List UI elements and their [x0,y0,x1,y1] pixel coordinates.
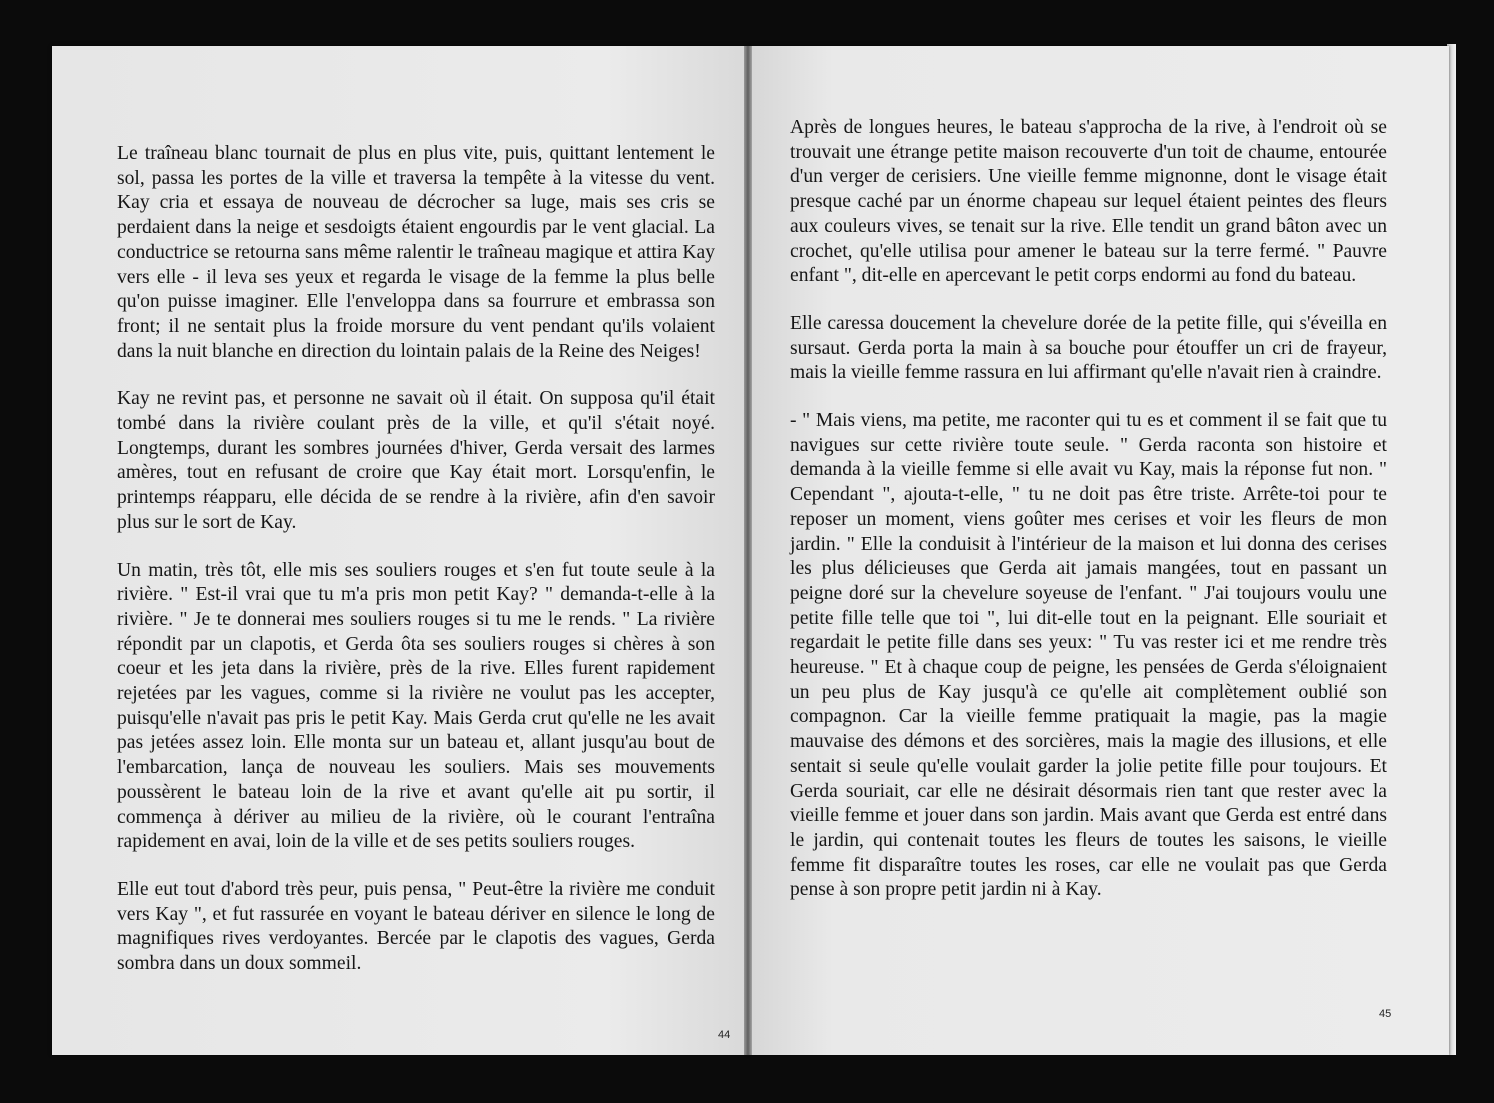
paragraph: Kay ne revint pas, et personne ne savait où il était. On supposa qu'il était tombé dans la rivière coulant près de la ville, et qu'il s'était noyé. Longtemps, durant les sombres journées d'hiver, Gerda versait des larmes amères, tout en refusant de croire que Kay était mort. Lorsqu'enfin, le printemps réapparu, elle décida de se rendre à la rivière, afin d'en savoir plus sur le sort de Kay. [117,388,715,533]
left-page-text [117,142,715,1000]
page-number: 44 [718,1029,731,1041]
right-page-text [790,116,1387,926]
paragraph: - " Mais viens, ma petite, me raconter qui tu es et comment il se fait que tu navigues sur cette rivière toute seule. " Gerda raconta son histoire et demanda à la vieille femme si elle avait vu Kay, mais la réponse fut non. " Cependant ", ajouta-t-elle, " tu ne doit pas être triste. Arrête-toi pour te reposer un moment, viens goûter mes cerises et voir les fleurs de mon jardin. " Elle la conduisit à l'intérieur de la maison et lui donna des cerises les plus délicieuses que Gerda ait jamais mangées, tout en passant un peigne doré sur la chevelure soyeuse de l'enfant. " J'ai toujours voulu une petite fille telle que toi ", lui dit-elle tout en la peignant. Elle souriait et regardait le petite fille dans ses yeux: " Tu vas rester ici et me rendre très heureuse. " Et à chaque coup de peigne, les pensées de Gerda s'éloignaient un peu plus de Kay jusqu'à ce qu'elle ait complètement oublié son compagnon. Car la vieille femme pratiquait la magie, pas la magie mauvaise des démons et des sorcières, mais la magie des illusions, et elle sentait si seule qu'elle voulait garder la jolie petite fille pour toujours. Et Gerda souriait, car elle ne désirait désormais rien tant que rester avec la vieille femme et jouer dans son jardin. Mais avant que Gerda est entré dans le jardin, qui contenait toutes les fleurs de toutes les saisons, le vieille femme fit disparaître toutes les roses, car elle ne voulait pas que Gerda pense à son propre petit jardin ni à Kay. [790,410,1387,901]
paragraph: Le traîneau blanc tournait de plus en plus vite, puis, quittant lentement le sol, passa les portes de la ville et traversa la tempête à la vitesse du vent. Kay cria et essaya de nouveau de décrocher sa luge, mais ses cris se perdaient dans la neige et sesdoigts étaient engourdis par le vent glacial. La conductrice se retourna sans même ralentir le traîneau magique et attira Kay vers elle - il leva ses yeux et regarda le visage de la femme la plus belle qu'on puisse imaginer. Elle l'enveloppa dans sa fourrure et embrassa son front; il ne sentait plus la froide morsure du vent pendant qu'ils volaient dans la nuit blanche en direction du lointain palais de la Reine des Neiges! [117,143,715,362]
book-gutter [744,46,752,1055]
paragraph: Elle eut tout d'abord très peur, puis pensa, " Peut-être la rivière me conduit vers Kay ", et fut rassurée en voyant le bateau dériver en silence le long de magnifiques rives verdoyantes. Bercée par le clapotis des vagues, Gerda sombra dans un doux sommeil. [117,878,715,975]
paragraph: Après de longues heures, le bateau s'approcha de la rive, à l'endroit où se trouvait une étrange petite maison recouverte d'un toit de chaume, entourée d'un verger de cerisiers. Une vieille femme mignonne, dont le visage était presque caché par un énorme chapeau sur lequel étaient peintes des fleurs aux couleurs vives, se tenait sur la rive. Elle tendit un grand bâton avec un crochet, qu'elle utilisa pour amener le bateau sur la terre fermé. " Pauvre enfant ", dit-elle en apercevant le petit corps endormi au fond du bateau. [790,117,1387,287]
paragraph: Un matin, très tôt, elle mis ses souliers rouges et s'en fut toute seule à la rivière. " Est-il vrai que tu m'a pris mon petit Kay? " demanda-t-elle à la rivière. " Je te donnerai mes souliers rouges si tu me le rends. " La rivière répondit par un clapotis, et Gerda ôta ses souliers rouges si chères à son coeur et les jeta dans la rivière, près de la rive. Elles furent rapidement rejetées par les vagues, comme si la rivière ne voulut pas les accepter, puisqu'elle n'avait pas pris le petit Kay. Mais Gerda crut qu'elle ne les avait pas jetées assez loin. Elle monta sur un bateau et, allant jusqu'au bout de l'embarcation, lança de nouveau les souliers. Mais ses mouvements poussèrent le bateau loin de la rive et avant qu'elle ait pu sortir, il commença à dériver au milieu de la rivière, où le courant l'entraîna rapidement en avai, loin de la ville et de ses petits souliers rouges. [117,559,715,853]
paragraph: Elle caressa doucement la chevelure dorée de la petite fille, qui s'éveilla en sursaut. Gerda porta la main à sa bouche pour étouffer un cri de frayeur, mais la vieille femme rassura en lui affirmant qu'elle n'avait rien à craindre. [790,312,1387,384]
right-page [749,46,1449,1055]
page-number: 45 [1379,1008,1392,1020]
left-page [52,46,747,1055]
